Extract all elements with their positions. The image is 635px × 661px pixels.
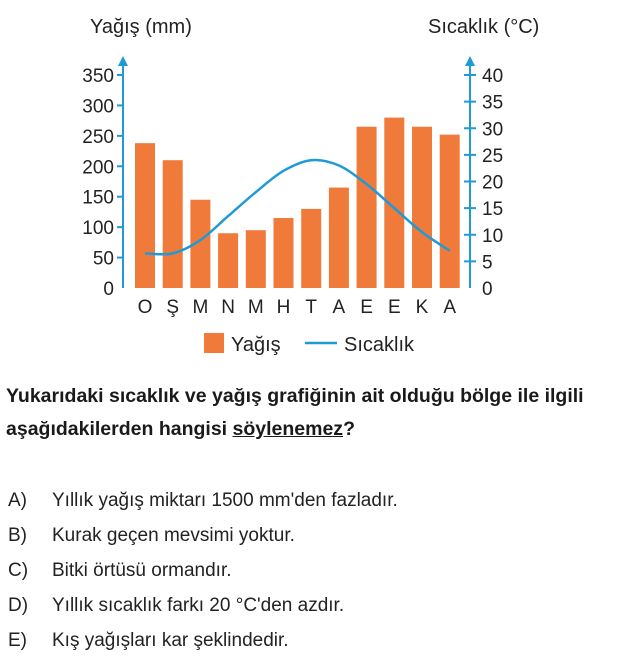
x-tick-label: E: [387, 297, 401, 318]
bar-series: [135, 118, 460, 288]
question-part1: Yukarıdaki sıcaklık ve yağış grafiğinin ait olduğu bölge ile ilgili aşağıdakilerden hangisi: [6, 385, 584, 440]
left-axis-arrow: [118, 56, 128, 66]
bar-yagis: [412, 127, 432, 288]
left-tick-label: 100: [82, 218, 114, 240]
x-tick-label: A: [332, 297, 346, 318]
option-letter: B): [8, 525, 27, 546]
legend-label-yagis: Yağış: [231, 334, 281, 356]
option-c[interactable]: [8, 553, 628, 588]
option-text: Kış yağışları kar şeklindedir.: [52, 630, 289, 651]
right-axis-title: Sıcaklık (°C): [428, 16, 540, 38]
legend-label-sicaklik: Sıcaklık: [344, 334, 415, 356]
right-tick-label: 15: [482, 199, 504, 221]
option-b[interactable]: [8, 518, 628, 553]
x-tick-label: T: [305, 297, 318, 318]
option-letter: E): [8, 630, 27, 651]
option-letter: C): [8, 560, 29, 581]
bar-yagis: [135, 143, 155, 288]
x-tick-label: Ş: [166, 297, 180, 318]
right-axis-arrow: [465, 56, 475, 66]
x-tick-label: E: [360, 297, 373, 318]
question-text: [6, 380, 631, 446]
right-tick-label: 35: [482, 92, 504, 114]
right-tick-label: 30: [482, 119, 504, 141]
right-axis: [464, 56, 503, 300]
option-letter: A): [8, 490, 27, 511]
x-tick-label: A: [443, 297, 457, 318]
option-text: Kurak geçen mevsimi yoktur.: [52, 525, 295, 546]
left-axis: [82, 56, 128, 300]
question-part2: ?: [343, 418, 355, 440]
bar-yagis: [274, 218, 294, 288]
x-tick-label: O: [137, 297, 153, 318]
right-tick-label: 10: [482, 225, 504, 247]
x-tick-label: K: [415, 297, 429, 318]
x-tick-label: M: [247, 297, 264, 318]
question-underlined: söylenemez: [232, 418, 344, 440]
left-tick-label: 250: [82, 126, 114, 148]
legend: [204, 333, 415, 356]
bar-yagis: [357, 127, 377, 288]
left-tick-label: 50: [92, 248, 114, 270]
bar-yagis: [163, 160, 183, 288]
bar-yagis: [440, 135, 460, 288]
option-letter: D): [8, 595, 29, 616]
option-text: Yıllık sıcaklık farkı 20 °C'den azdır.: [52, 595, 345, 616]
bar-yagis: [301, 209, 321, 288]
right-tick-label: 0: [482, 279, 493, 300]
right-tick-label: 25: [482, 145, 504, 167]
option-a[interactable]: [8, 483, 628, 518]
bar-yagis: [329, 188, 349, 288]
x-tick-label: M: [192, 297, 209, 318]
x-tick-label: H: [276, 297, 291, 318]
option-text: Yıllık yağış miktarı 1500 mm'den fazladır.: [52, 490, 398, 511]
option-e[interactable]: [8, 623, 628, 658]
right-tick-label: 40: [482, 66, 504, 87]
legend-bar-swatch: [204, 333, 224, 353]
x-axis-labels: [138, 297, 457, 318]
left-tick-label: 200: [82, 157, 114, 179]
option-text: Bitki örtüsü ormandır.: [52, 560, 232, 581]
bar-yagis: [218, 233, 238, 288]
left-tick-label: 150: [82, 187, 114, 209]
option-d[interactable]: [8, 588, 628, 623]
left-tick-label: 300: [82, 96, 114, 118]
answer-options: [8, 483, 628, 658]
right-tick-label: 20: [482, 172, 504, 194]
left-tick-label: 350: [82, 66, 114, 87]
right-tick-label: 5: [482, 252, 493, 274]
bar-yagis: [246, 230, 266, 288]
left-tick-label: 0: [103, 279, 114, 300]
x-tick-label: N: [221, 297, 235, 318]
left-axis-title: Yağış (mm): [90, 16, 192, 38]
